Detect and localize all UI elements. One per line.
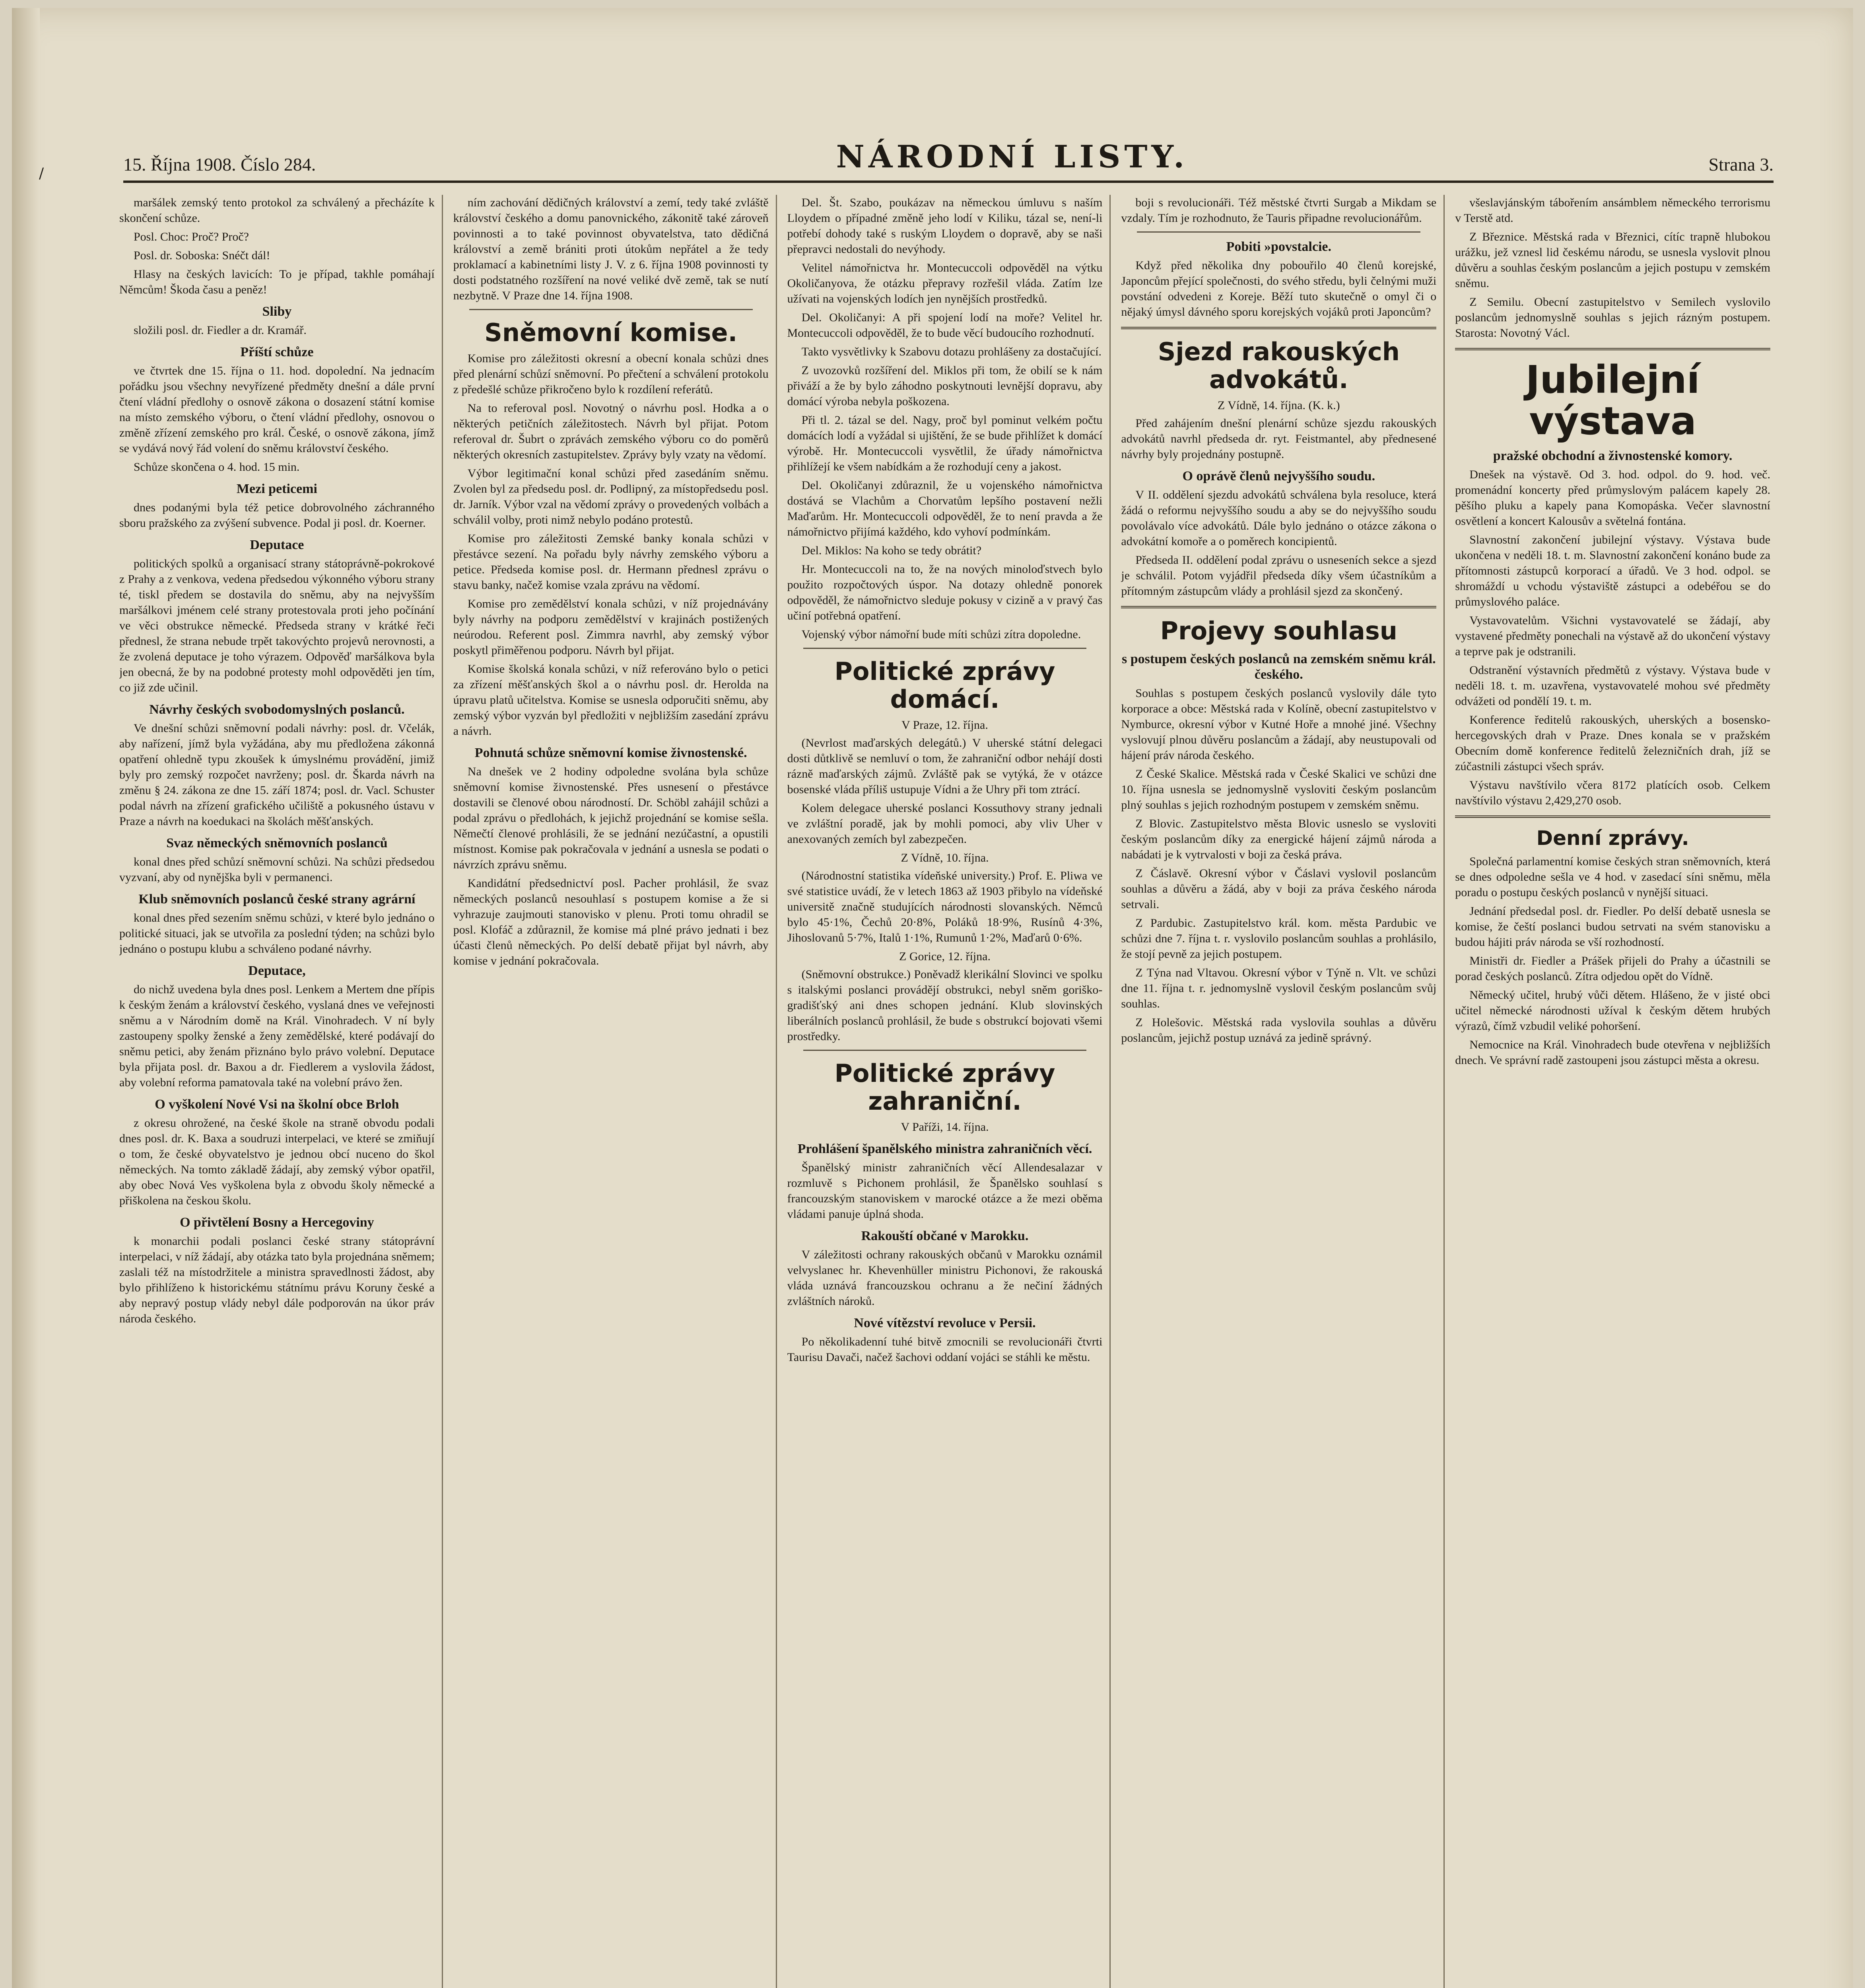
- article-paragraph: boji s revolucionáři. Též městské čtvrti Surgab a Mikdam se vzdaly. Tím je rozhodnuto, že Tauris připadne revolucionářům.: [1121, 196, 1437, 225]
- article-heading: Svaz německých sněmovních poslanců: [166, 836, 388, 850]
- article-paragraph: Při tl. 2. tázal se del. Nagy, proč byl pominut velkém počtu domácích lodí a vyžádal si ujištění, že se bude přihlížet k domácí výrobě. Hr. Montecuccoli vysvětlil, že úřady námořnictva přihlížejí ke všem nabídkám a že rozhodují ceny a jakost.: [787, 414, 1103, 473]
- article-paragraph: ním zachování dědičných království a zemí, tedy také zvláště království českého a domu panovnického, zákonitě také zároveň povinnosti a to také povinnost obyvatelstva, tato dědičná království a země brániti proti útokům nepřátel a že tedy proklamací a kabinetními listy J. V. z 6. října 1908 povinnosti ty dosti podstatného rozšíření na nové veliké dvě země, tak se nutí nezbytně. V Praze dne 14. října 1908.: [453, 196, 769, 302]
- article-heading: Návrhy českých svobodomyslných poslanců.: [149, 702, 405, 717]
- article-paragraph: Kolem delegace uherské poslanci Kossuthovy strany jednali ve zvláštní poradě, jak by mohli pomoci, aby vliv Uher v anexovaných zemích byl zabezpečen.: [787, 802, 1103, 846]
- article-paragraph: Posl. dr. Soboska: Snéčt dál!: [134, 249, 270, 262]
- article-paragraph: složili posl. dr. Fiedler a dr. Kramář.: [134, 324, 307, 337]
- article-paragraph: konal dnes před sezením sněmu schůzi, v které bylo jednáno o politické situaci, jak se utvořila za poslední týden; na schůzi bylo jednáno o postupu klubu a schváleno podané návrhy.: [119, 911, 435, 955]
- article-paragraph: Del. Okoličanyi: A při spojení lodí na moře? Velitel hr. Montecuccoli odpověděl, že to bude věcí budoucího rozhodnutí.: [787, 311, 1103, 340]
- article-paragraph: Na dnešek ve 2 hodiny odpoledne svolána byla schůze sněmovní komise živnostenské. Přes usnesení o přestávce dostavili se členové obou národností. Dr. Schöbl zahájil schůzi a podal zprávu o předlohách, k jejichž projednání se komise sešla. Němečtí členové prohlásili, že se jednání nezúčastní, a opustili místnost. Komise pak pokračovala v jednání a usnesla se podati o návrzích zprávu sněmu.: [453, 765, 769, 871]
- section-divider: [803, 648, 1087, 649]
- newspaper-title: NÁRODNÍ LISTY.: [836, 139, 1189, 175]
- section-headline: Jubilejní výstava: [1525, 357, 1700, 443]
- article-paragraph: Španělský ministr zahraničních věcí Allendesalazar v rozmluvě s Pichonem prohlásil, že Španělsko souhlasí s francouzským stanoviskem v marocké otázce a že mezi oběma vládami panuje úplná shoda.: [787, 1161, 1103, 1221]
- section-headline: Sjezd rakouských advokátů.: [1158, 337, 1400, 394]
- column-2: [453, 195, 777, 1988]
- article-paragraph: Ve dnešní schůzi sněmovní podali návrhy: posl. dr. Včelák, aby nařízení, jímž byla vyžádána, aby mu předložena zákonná opatření ohledně typu zkoušek k úmyslnému provádění, jimiž byly pro zemský rozpočet navrženy; posl. dr. Škarda návrh na změnu § 24. zákona ze dne 15. září 1874; posl. dr. Vacl. Schuster podal návrh na zřízení grafického učiliště a pokusného ústavu v Praze a návrh na koedukaci na školách měšťanských.: [119, 722, 435, 828]
- article-heading: Deputace: [250, 538, 304, 552]
- article-paragraph: Německý učitel, hrubý vůči dětem. Hlášeno, že v jisté obci učitel německé národnosti užíval k českým dětem hrubých výrazů, čímž vzbudil veliké pohoršení.: [1455, 988, 1770, 1033]
- section-headline: Denní zprávy.: [1536, 827, 1689, 850]
- article-paragraph: Dnešek na výstavě. Od 3. hod. odpol. do 9. hod. več. promenádní koncerty před průmyslovým palácem kapely 28. pěšího pluku a kapely pana Komopáska. Večer slavnostní osvětlení a koncert Kalousův a světelná fontána.: [1455, 468, 1770, 528]
- article-paragraph: (Národnostní statistika vídeňské university.) Prof. E. Pliwa ve své statistice uvádí, že v letech 1863 až 1903 přibylo na vídeňské universitě značně studujících národnosti slovanských. Němců bylo 45·1%, Čechů 20·8%, Poláků 18·9%, Rusínů 4·3%, Jihoslovanů 5·7%, Italů 1·1%, Rumunů 1·2%, Maďarů 0·6%.: [787, 869, 1103, 944]
- section-headline: Projevy souhlasu: [1160, 616, 1397, 645]
- article-heading: s postupem českých poslanců na zemském sněmu král. českého.: [1121, 652, 1436, 682]
- column-1: [119, 195, 443, 1988]
- article-paragraph: Výbor legitimační konal schůzi před zasedáním sněmu. Zvolen byl za předsedu posl. dr. Podlipný, za místopředsedu posl. dr. Jarník. Výbor vzal na vědomí zprávy o provedených volbách a schválil volby, proti nimž nebylo podáno protestů.: [453, 467, 769, 526]
- article-paragraph: Výstavu navštívilo včera 8172 platících osob. Celkem navštívilo výstavu 2,429,270 osob.: [1455, 779, 1770, 807]
- article-paragraph: Před zahájením dnešní plenární schůze sjezdu rakouských advokátů navrhl předseda dr. ryt. Feistmantel, aby přednesené návrhy byly projednány postupně.: [1121, 417, 1437, 461]
- article-paragraph: Společná parlamentní komise českých stran sněmovních, která se dnes odpoledne sešla ve 4 hod. v zasedací síni sněmu, měla poradu o postupu českých poslanců v nynější situaci.: [1455, 855, 1770, 899]
- article-paragraph: Takto vysvětlivky k Szabovu dotazu prohlášeny za dostačující.: [801, 345, 1102, 358]
- issue-date-label: 15. Října 1908. Číslo 284.: [123, 154, 316, 175]
- section-divider: [1137, 231, 1420, 233]
- article-paragraph: Z České Skalice. Městská rada v České Skalici ve schůzi dne 10. října usnesla se jednomyslně vysloviti českým poslancům plný souhlas s jejich rozhodným postupem v zemském sněmu.: [1121, 767, 1437, 812]
- article-paragraph: Posl. Choc: Proč? Proč?: [134, 230, 249, 243]
- article-paragraph: Z Čáslavě. Okresní výbor v Čáslavi vyslovil poslancům souhlas a důvěru a žádá, aby v boji za práva českého národa setrvali.: [1121, 867, 1437, 911]
- article-paragraph: Konference ředitelů rakouských, uherských a bosensko-hercegovských drah v Praze. Dnes konala se v pražském Obecním domě konference ředitelů železničních drah, jíž se zúčastnili zástupci všech správ.: [1455, 713, 1770, 773]
- article-paragraph: V záležitosti ochrany rakouských občanů v Marokku oznámil velvyslanec hr. Khevenhüller ministru Pichonovi, že rakouská vláda uznává francouzskou ochranu a že nečiní žádných zvláštních nároků.: [787, 1248, 1103, 1308]
- article-paragraph: Hr. Montecuccoli na to, že na nových minoloďstvech bylo použito rozpočtových úspor. Na dotazy ohledně ponorek odpověděl, že námořnictvo sleduje pokusy v cizině a v pravý čas učiní potřebná opatření.: [787, 563, 1103, 622]
- article-paragraph: Nemocnice na Král. Vinohradech bude otevřena v nejbližších dnech. Ve správní radě zastoupeni jsou zástupci města a okresu.: [1455, 1038, 1770, 1067]
- section-divider-double: [1455, 348, 1770, 350]
- article-heading: Příští schůze: [240, 345, 314, 359]
- section-divider: [469, 309, 753, 310]
- article-paragraph: Na to referoval posl. Novotný o návrhu posl. Hodka a o některých petičních záležitostech. Návrh byl přijat. Potom referoval dr. Šubrt o zprávách zemského výboru co do poměrů některých okresních zastupitelstev. Zprávy byly vzaty na vědomí.: [453, 402, 769, 461]
- article-paragraph: všeslavjánským tábořením ansámblem německého terrorismu v Terstě atd.: [1455, 196, 1770, 225]
- masthead: [123, 131, 1774, 183]
- article-dateline: V Praze, 12. října.: [901, 718, 988, 732]
- section-divider-double: [1121, 606, 1436, 608]
- article-dateline: Z Vídně, 10. října.: [901, 851, 989, 864]
- article-paragraph: Z uvozovků rozšíření del. Miklos při tom, že obilí se k nám přiváží a že by bylo záhodno poskytnouti levnější dopravu, aby domácí výroba nebyla poškozena.: [787, 364, 1103, 408]
- article-paragraph: Po několikadenní tuhé bitvě zmocnili se revolucionáři čtvrti Taurisu Davači, načež šachovi oddaní vojáci se stáhli ke městu.: [787, 1335, 1103, 1364]
- article-heading: Klub sněmovních poslanců české strany agrární: [138, 892, 416, 907]
- article-paragraph: Del. Miklos: Na koho se tedy obrátit?: [801, 544, 982, 557]
- article-paragraph: Z Týna nad Vltavou. Okresní výbor v Týně n. Vlt. ve schůzi dne 11. října t. r. jednomyslně vyslovil českým poslancům svůj souhlas.: [1121, 966, 1437, 1010]
- section-divider: [803, 1050, 1087, 1051]
- article-paragraph: z okresu ohrožené, na české škole na straně obvodu podali dnes posl. dr. K. Baxa a soudruzi interpelaci, ve které se zmiňují o tom, že české obyvatelstvo je jednou obcí nuceno do škol německých. Na tomto základě žádají, aby zemský výbor opatřil, aby obec Nová Ves vyškolena byla z obvodu školy německé a přiškolena na českou školu.: [119, 1116, 435, 1207]
- article-heading: Deputace,: [248, 963, 306, 978]
- article-paragraph: Odstranění výstavních předmětů z výstavy. Výstava bude v neděli 18. t. m. uzavřena, vystavovatelé mohou své předměty odvážeti od pondělí 19. t. m.: [1455, 664, 1770, 708]
- article-paragraph: Z Blovic. Zastupitelstvo města Blovic usneslo se vysloviti českým poslancům díky za energické hájení zájmů národa a nabádati je k vytrvalosti v boji za česká práva.: [1121, 817, 1437, 861]
- article-paragraph: Jednání předsedal posl. dr. Fiedler. Po delší debatě usnesla se komise, že čeští poslanci budou setrvati na svém stanovisku a budou hájiti práv národa se vší rozhodností.: [1455, 905, 1770, 949]
- article-paragraph: Když před několika dny pobouřilo 40 členů korejské, Japoncům přející společnosti, do svého středu, byli čelnými muži povstání odvedeni z Koreje. Běží tuto skutečně o omyl či o nějaký úmysl dávného sporu korejských vojáků proti Japoncům?: [1121, 259, 1437, 318]
- article-paragraph: Ministři dr. Fiedler a Prášek přijeli do Prahy a účastnili se porad českých poslanců. Zítra odjedou opět do Vídně.: [1455, 954, 1770, 983]
- article-heading: Pohnutá schůze sněmovní komise živnostenské.: [474, 746, 747, 760]
- article-columns: [119, 195, 1778, 1988]
- column-3: [787, 195, 1111, 1988]
- article-paragraph: Kandidátní předsednictví posl. Pacher prohlásil, že svaz německých poslanců nesouhlasí s postupem komise a že si vyhrazuje zaujmouti stanovisko v plenu. Proti tomu ohradil se posl. Klofáč a zdůraznil, že komise má plné právo jednati i bez účasti členů německých. Po delší debatě přijat byl návrh, aby komise v jednání pokračovala.: [453, 877, 769, 967]
- section-headline: Politické zprávy domácí.: [834, 657, 1055, 714]
- article-dateline: Z Gorice, 12. října.: [899, 950, 991, 963]
- section-divider-double: [1121, 327, 1436, 329]
- article-paragraph: Del. Okoličanyi zdůraznil, že u vojenského námořnictva dostává se Vlachům a Chorvatům lepšího postavení nežli Maďarům. Hr. Montecuccoli odpověděl, že to není pravda a že námořnictvo přijímá každého, kdo vyhoví podmínkám.: [787, 479, 1103, 538]
- page-number-label: Strana 3.: [1708, 154, 1774, 175]
- article-paragraph: Komise školská konala schůzi, v níž referováno bylo o petici za zřízení měšťanských škol a o návrhu posl. dr. Herolda na úpravu platů učitelstva. Komise se usnesla odporučiti sněmu, aby zemský výbor vyzván byl předložiti v nejbližším zasedání zprávu a návrh.: [453, 662, 769, 738]
- newspaper-page: [12, 8, 1853, 1988]
- section-divider-double: [1455, 815, 1770, 818]
- article-dateline: V Paříži, 14. října.: [901, 1120, 989, 1134]
- article-paragraph: Vojenský výbor námořní bude míti schůzi zítra dopoledne.: [801, 628, 1081, 641]
- article-paragraph: Komise pro zemědělství konala schůzi, v níž projednávány byly návrhy na podporu zemědělství v krajinách postižených neúrodou. Referent posl. Zimmra navrhl, aby zemský výbor poskytl přiměřenou podporu. Návrh byl přijat.: [453, 597, 769, 657]
- article-heading: Pobiti »povstalcie.: [1226, 239, 1331, 254]
- article-paragraph: Del. Št. Szabo, poukázav na německou úmluvu s naším Lloydem o případné změně jeho lodí v Kiliku, tázal se, není-li potřebí dohody také s ruským Lloydem o dopravě, aby se naši přepravci nedostali do nevýhody.: [787, 196, 1103, 256]
- article-paragraph: maršálek zemský tento protokol za schválený a přecházíte k skončení schůze.: [119, 196, 435, 225]
- article-paragraph: Komise pro záležitosti okresní a obecní konala schůzi dnes před plenární schůzí sněmovní. Po přečtení a schválení protokolu z předešlé schůze přikročeno bylo k rozdílení referátů.: [453, 352, 769, 396]
- article-paragraph: (Nevrlost maďarských delegátů.) V uherské státní delegaci dosti důtklivě se nemluví o tom, že zahraniční odbor nehájí dosti rázně maďarských zájmů. Zvláště pak se vytýká, že v otázce bosenské vláda příliš ustupuje Vídni a že Uhry při tom ztrácí.: [787, 736, 1103, 796]
- column-4: [1121, 195, 1445, 1988]
- article-paragraph: Schůze skončena o 4. hod. 15 min.: [134, 460, 300, 474]
- article-paragraph: Velitel námořnictva hr. Montecuccoli odpověděl na výtku Okoličanyova, že otázku přepravy rozřešil vláda. Zatím lze užívati na vojenských lodích jen nynějších prostředků.: [787, 261, 1103, 305]
- article-dateline: Z Vídně, 14. října. (K. k.): [1217, 399, 1340, 412]
- section-headline: Sněmovní komise.: [484, 318, 738, 347]
- article-paragraph: Z Holešovic. Městská rada vyslovila souhlas a důvěru poslancům, jejichž postup uznává za jedině správný.: [1121, 1016, 1437, 1044]
- article-paragraph: k monarchii podali poslanci české strany státoprávní interpelaci, v níž žádají, aby otázka tato byla projednána sněmem; zaslali též na místodržitele a ministra spravedlnosti žádost, aby bylo přihlíženo k historickému státnímu právu Koruny české a aby nepravý postup vlády nebyl dále podporován na úkor práv národa českého.: [119, 1235, 435, 1325]
- article-heading: Sliby: [262, 304, 292, 319]
- article-paragraph: Předseda II. oddělení podal zprávu o usneseních sekce a sjezd je schválil. Potom vyjádřil předseda díky všem účastníkům a přítomným zástupcům vlády a prohlásil sjezd za skončený.: [1121, 553, 1437, 598]
- article-paragraph: Vystavovatelům. Všichni vystavovatelé se žádají, aby vystavené předměty ponechali na výstavě až do ukončení výstavy a teprve pak je odstranili.: [1455, 614, 1770, 658]
- article-paragraph: Z Semilu. Obecní zastupitelstvo v Semilech vyslovilo poslancům jednomyslně souhlas s jejich rázným postupem. Starosta: Novotný Václ.: [1455, 295, 1770, 340]
- article-paragraph: do nichž uvedena byla dnes posl. Lenkem a Mertem dne přípis k českým ženám a království českého, vyslaná dnes ve veřejnosti sněmu a v Národním domě na Král. Vinohradech. V ní byly zastoupeny spolky ženské a ženy zemědělské, které podávají do sněmu petici, aby ženám přiznáno bylo právo volební. Deputace byla přijata posl. dr. Baxou a dr. Fiedlerem a vyslovila žádost, aby volební reforma pamatovala také na volební právo žen.: [119, 983, 435, 1089]
- article-paragraph: Slavnostní zakončení jubilejní výstavy. Výstava bude ukončena v neděli 18. t. m. Slavnostní zakončení konáno bude za přítomnosti zástupců korporací a úřadů. Ve 3 hod. odpol. se shromáždí u vchodu výstaviště zástupci a odebéřou se do průmyslového paláce.: [1455, 533, 1770, 608]
- article-heading: Mezi peticemi: [236, 481, 317, 496]
- article-paragraph: Souhlas s postupem českých poslanců vyslovily dále tyto korporace a obce: Městská rada v Kolíně, obecní zastupitelstvo v Nymburce, okresní výbor v Kutné Hoře a mnohé jiné. Všechny vyslovují plnou důvěru poslancům a žádají, aby neustupovali od hájení práv národa českého.: [1121, 687, 1437, 762]
- article-heading: pražské obchodní a živnostenské komory.: [1493, 448, 1733, 463]
- article-heading: Rakouští občané v Marokku.: [861, 1229, 1029, 1243]
- article-paragraph: (Sněmovní obstrukce.) Poněvadž klerikální Slovinci ve spolku s italskými poslanci provádějí obstrukci, nebyl sněm goriško-gradišťský ani dnes schopen jednání. Klub slovinských liberálních poslanců prohlásil, že bude s obstrukcí bojovati všemi prostředky.: [787, 968, 1103, 1043]
- article-heading: Nové vítězství revoluce v Persii.: [854, 1316, 1036, 1330]
- article-paragraph: Komise pro záležitosti Zemské banky konala schůzi v přestávce sezení. Na pořadu byly návrhy zemského výboru a petice. Předseda komise posl. dr. Hermann přednesl zprávu o stavu banky, načež komise vzala zprávu na vědomí.: [453, 532, 769, 592]
- article-paragraph: ve čtvrtek dne 15. října o 11. hod. dopolední. Na jednacím pořádku jsou všechny nevyřízené předměty dnešní a dále první čtení vládní předlohy o osnově zákona o dosazení státní komise na místo zemského výboru, o čtení vládní předlohy, osnovou o změně zřízení zemského pro král. České, o osnově zákona, jímž se vydává nový řád volení do sněmu království českého.: [119, 364, 435, 455]
- article-heading: Prohlášení španělského ministra zahraničních věcí.: [797, 1142, 1092, 1156]
- article-heading: O přivtělení Bosny a Hercegoviny: [180, 1215, 374, 1230]
- article-paragraph: V II. oddělení sjezdu advokátů schválena byla resoluce, která žádá o reformu nejvyššího soudu a aby se do nejvyššího soudu povolávalo více advokátů. Dále bylo jednáno o otázce zákona o advokátní komoře a o poměrech koncipientů.: [1121, 488, 1437, 548]
- article-heading: O oprávě členů nejvyššího soudu.: [1182, 469, 1375, 483]
- article-paragraph: Z Pardubic. Zastupitelstvo král. kom. města Pardubic ve schůzi dne 7. října t. r. vyslovilo poslancům souhlas a prohlásilo, že stojí pevně za jejich postupem.: [1121, 916, 1437, 961]
- margin-mark: /: [39, 165, 44, 182]
- section-headline: Politické zprávy zahraniční.: [834, 1059, 1055, 1116]
- article-paragraph: Z Březnice. Městská rada v Březnici, cítíc trapně hlubokou urážku, jež vznesl lid českému národu, se usnesla vyslovit plnou důvěru a souhlas českým poslancům a jejich postupu v zemském sněmu.: [1455, 230, 1770, 290]
- page-fold-shadow: [12, 8, 40, 1988]
- article-paragraph: dnes podanými byla též petice dobrovolného záchranného sboru pražského za zvýšení subvence. Podal ji posl. dr. Koerner.: [119, 501, 435, 530]
- article-paragraph: politických spolků a organisací strany státoprávně-pokrokové z Prahy a z venkova, vedena předsedou výkonného výboru strany té, tiskl předem se dostavila do sněmu, aby na nejvyšším maršálkovi jménem celé strany protestovala proti jeho počínání ve věci obstrukce německé. Předseda strany v krátké řeči přednesl, že strana nebude trpět takovýchto projevů nerovnosti, a že zvolená deputace je toho výrazem. Odpověď maršálkova byla jen obecná, že by na podobné protesty mohl odpověděti jen tím, co již zde učinil.: [119, 557, 435, 694]
- column-5: [1455, 195, 1778, 1988]
- article-heading: O vyškolení Nové Vsi na školní obce Brloh: [155, 1097, 399, 1112]
- article-paragraph: konal dnes před schůzí sněmovní schůzi. Na schůzi předsedou vyzvaní, aby od nynějška byli v permanenci.: [119, 855, 435, 884]
- article-paragraph: Hlasy na českých lavicích: To je případ, takhle pomáhají Němcům! Škoda času a peněz!: [119, 268, 435, 296]
